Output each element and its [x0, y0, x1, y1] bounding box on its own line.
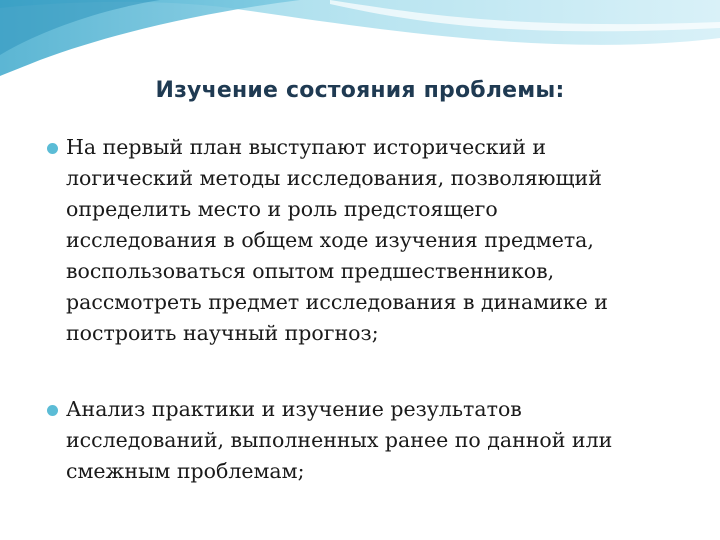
bullet-dot-icon: [47, 143, 58, 154]
slide-title: Изучение состояния проблемы:: [155, 78, 565, 103]
bullet-text: Анализ практики и изучение результатов исследований, выполненных ранее по данной или смежным проблемам;: [66, 397, 613, 483]
bullet-text: На первый план выступают исторический и логический методы исследования, позволяющий определить место и роль предстоящего исследования в общем ходе изучения предмета, воспользоваться опытом предшественников, рассмотреть предмет исследования в динамике и построить научный прогноз;: [66, 135, 608, 345]
bullet-dot-icon: [47, 405, 58, 416]
decorative-wave-header: [0, 0, 720, 80]
